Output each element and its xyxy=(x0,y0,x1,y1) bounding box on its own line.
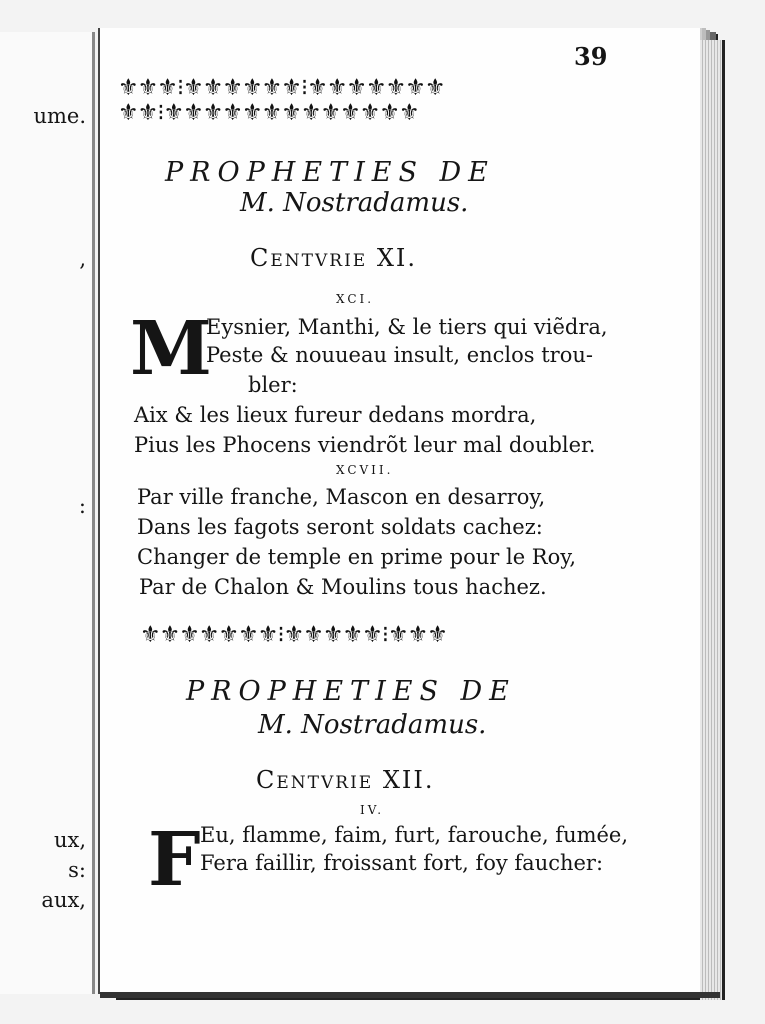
fleur-de-lis-ornament-middle: ⚜⚜⚜⚜⚜⚜⚜⁝⚜⚜⚜⚜⚜⁝⚜⚜⚜ xyxy=(140,622,447,648)
section-subtitle: M. Nostradamus. xyxy=(258,710,487,740)
page-number: 39 xyxy=(574,42,608,71)
left-page xyxy=(0,32,95,994)
verse-line: Peste & nouueau insult, enclos trou- xyxy=(206,343,593,367)
left-page-fragment: s: xyxy=(68,858,86,882)
drop-cap: F xyxy=(148,817,201,903)
fleur-de-lis-ornament-top: ⚜⚜⚜⁝⚜⚜⚜⚜⚜⚜⁝⚜⚜⚜⚜⚜⚜⚜ xyxy=(118,75,445,101)
verse-line: bler: xyxy=(248,373,298,397)
quatrain-number: XCI. xyxy=(336,292,375,306)
verse-line: Changer de temple en prime pour le Roy, xyxy=(137,545,577,569)
left-page-fragment: ume. xyxy=(33,104,86,128)
page-edge xyxy=(700,40,725,1000)
verse-line: Pius les Phocens viendrõt leur mal doubler. xyxy=(134,433,596,457)
verse-line: Par de Chalon & Moulins tous hachez. xyxy=(139,575,547,599)
section-title: PROPHETIES DE xyxy=(186,676,516,707)
verse-line: Eysnier, Manthi, & le tiers qui viẽdra, xyxy=(206,315,608,339)
century-heading: Centvrie XI. xyxy=(250,244,418,272)
verse-line: Par ville franche, Mascon en desarroy, xyxy=(137,485,546,509)
verse-line: Aix & les lieux fureur dedans mordra, xyxy=(134,403,537,427)
left-page-fragment: aux, xyxy=(41,888,86,912)
century-heading: Centvrie XII. xyxy=(256,766,435,794)
section-title: PROPHETIES DE xyxy=(165,157,495,188)
section-subtitle: M. Nostradamus. xyxy=(240,188,469,218)
quatrain-number: IV. xyxy=(360,803,385,817)
fleur-de-lis-ornament-top: ⚜⚜⁝⚜⚜⚜⚜⚜⚜⚜⚜⚜⚜⚜⚜⚜ xyxy=(118,100,419,126)
verse-line: Eu, flamme, faim, furt, farouche, fumée, xyxy=(200,823,629,847)
left-page-fragment: ux, xyxy=(53,828,86,852)
left-page-fragment: : xyxy=(78,494,86,518)
left-page-fragment: , xyxy=(79,247,86,271)
book-bottom-edge xyxy=(100,992,720,998)
verse-line: Fera faillir, froissant fort, foy faucher: xyxy=(200,851,604,875)
verse-line: Dans les fagots seront soldats cachez: xyxy=(137,515,543,539)
drop-cap: M xyxy=(130,306,212,392)
quatrain-number: XCVII. xyxy=(336,463,394,477)
